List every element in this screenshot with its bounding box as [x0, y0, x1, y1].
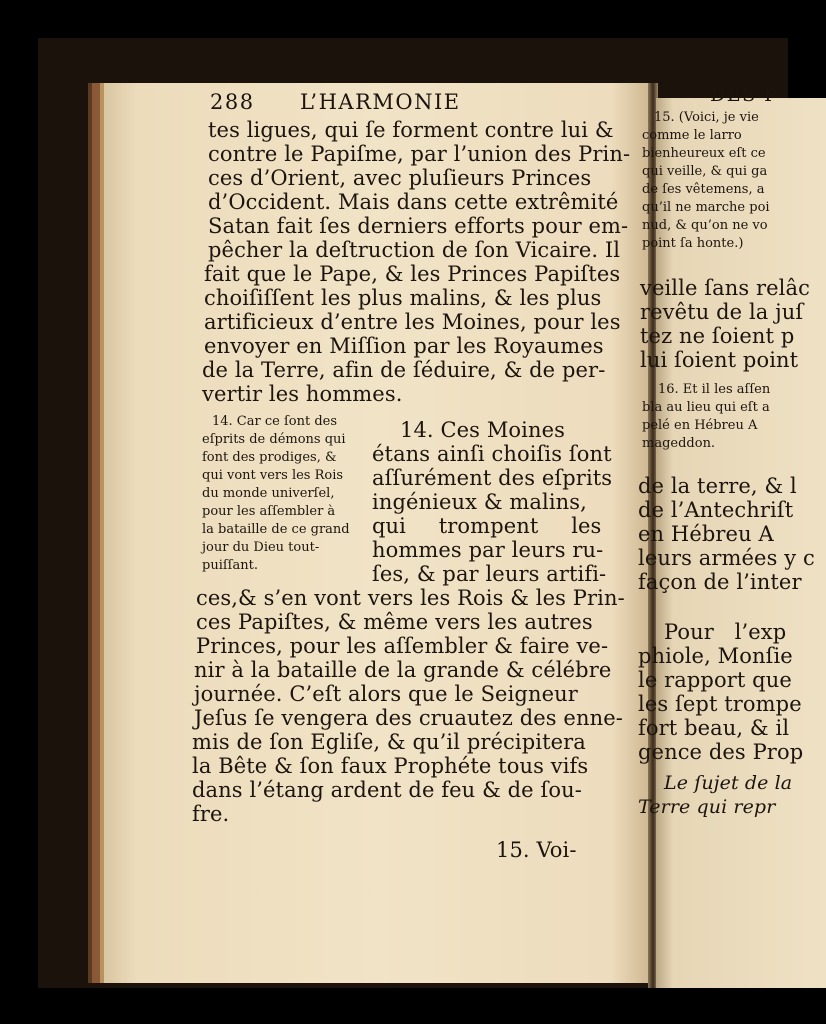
verse-line: ſes, & par leurs artifi- [372, 562, 607, 586]
right-note-line: qu’il ne marche poi [642, 200, 770, 215]
margin-note-line: font des prodiges, & [202, 450, 337, 465]
right-note-line: de ſes vêtemens, a [642, 182, 765, 197]
right-note-line: 15. (Voici, je vie [654, 110, 759, 125]
tail-line: fre. [192, 802, 230, 826]
tail-line: la Bête & ſon faux Prophéte tous vifs [192, 754, 589, 778]
margin-note-line: du monde univerſel, [202, 486, 335, 501]
right-body-line: en Hébreu A [638, 522, 774, 546]
body-line: contre le Papiſme, par l’union des Prin- [208, 142, 631, 166]
body-line: Satan fait ſes derniers efforts pour em- [208, 214, 629, 238]
tail-line: Jeſus ſe vengera des cruautez des enne- [194, 706, 623, 730]
right-body-line: veille ſans relâc [640, 276, 810, 300]
right-note-line: qui veille, & qui ga [642, 164, 768, 179]
right-body-line: leurs armées y c [638, 546, 815, 570]
right-note-line: comme le larro [642, 128, 742, 143]
right-body-line: revêtu de la juſ [640, 300, 804, 324]
right-body-line: tez ne ſoient p [640, 324, 795, 348]
body-line: pêcher la deſtruction de ſon Vicaire. Il [208, 238, 621, 262]
right-note-line: nud, & qu’on ne vo [642, 218, 768, 233]
margin-note-line: pour les aſſembler à [202, 504, 336, 519]
body-line: artificieux d’entre les Moines, pour les [204, 310, 621, 334]
page-number: 288 [210, 90, 255, 114]
tail-line: ces,& s’en vont vers les Rois & les Prin- [196, 586, 625, 610]
right-body-line: lui ſoient point [640, 348, 799, 372]
body-line: de la Terre, afin de ſéduire, & de per- [202, 358, 606, 382]
right-note-line: mageddon. [642, 436, 716, 451]
body-line: ces d’Orient, avec pluſieurs Princes [208, 166, 592, 190]
margin-note-line: 14. Car ce ſont des [212, 414, 338, 429]
margin-note-line: jour du Dieu tout- [202, 540, 320, 555]
verse-line: ingénieux & malins, [372, 490, 587, 514]
right-body-line: Pour l’exp [664, 620, 787, 644]
verse-line: aſſurément des eſprits [372, 466, 613, 490]
tail-line: nir à la bataille de la grande & célébre [194, 658, 612, 682]
right-body-line: de la terre, & l [638, 474, 797, 498]
right-body-line: de l’Antechriſt [638, 498, 794, 522]
verse-line: qui trompent les [372, 514, 602, 538]
right-body-line: façon de l’inter [638, 570, 802, 594]
right-body-line: gence des Prop [638, 740, 804, 764]
right-note-line: 16. Et il les aſſen [658, 382, 771, 397]
right-body-line: phiole, Monſie [638, 644, 793, 668]
verse-line: hommes par leurs ru- [372, 538, 604, 562]
margin-note-line: eſprits de démons qui [202, 432, 346, 447]
tail-line: dans l’étang ardent de feu & de ſou- [192, 778, 582, 802]
right-page-text-clip [618, 60, 815, 950]
verse-line: étans ainſi choiſis ſont [372, 442, 612, 466]
body-line: vertir les hommes. [202, 382, 403, 406]
margin-note-line: puiſſant. [202, 558, 258, 573]
verse-line: 14. Ces Moines [400, 418, 566, 442]
right-body-line: les ſept trompe [638, 692, 802, 716]
running-title: L’HARMONIE [300, 90, 461, 114]
right-note-line: pelé en Hébreu A [642, 418, 758, 433]
body-line: tes ligues, qui ſe forment contre lui & [208, 118, 614, 142]
body-line: fait que le Pape, & les Princes Papiſtes [204, 262, 621, 286]
right-note-line: bla au lieu qui eſt a [642, 400, 770, 415]
right-italic-line: Le ſujet de la [664, 772, 793, 794]
right-body-line: le rapport que [638, 668, 792, 692]
tail-line: Princes, pour les aſſembler & faire ve- [196, 634, 609, 658]
right-note-line: bienheureux eſt ce [642, 146, 766, 161]
right-italic-line: Terre qui repr [638, 796, 776, 818]
right-note-line: point ſa honte.) [642, 236, 744, 251]
margin-note-line: la bataille de ce grand [202, 522, 350, 537]
tail-line: journée. C’eſt alors que le Seigneur [194, 682, 578, 706]
body-line: choiſiſſent les plus malins, & les plus [204, 286, 602, 310]
tail-line: mis de ſon Egliſe, & qu’il précipitera [192, 730, 586, 754]
right-running-title: DES P [710, 84, 779, 106]
body-line: envoyer en Miſſion par les Royaumes [204, 334, 604, 358]
margin-note-line: qui vont vers les Rois [202, 468, 344, 483]
right-body-line: fort beau, & il [638, 716, 790, 740]
catchword: 15. Voi- [496, 838, 577, 862]
tail-line: ces Papiſtes, & même vers les autres [196, 610, 593, 634]
body-line: d’Occident. Mais dans cette extrêmité [208, 190, 619, 214]
